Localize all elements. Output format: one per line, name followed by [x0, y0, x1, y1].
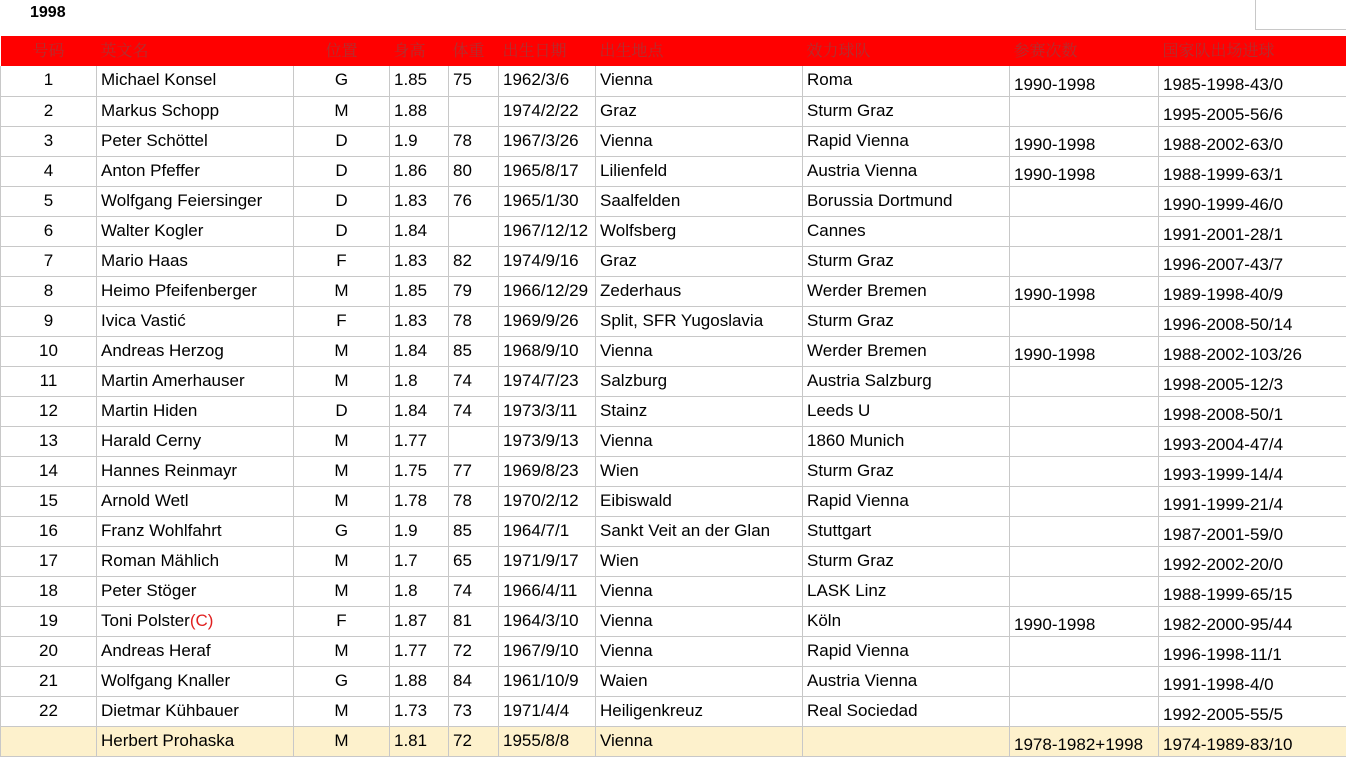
player-height[interactable]: 1.9 [390, 516, 449, 546]
player-weight[interactable]: 85 [449, 336, 499, 366]
player-name-text: Dietmar Kühbauer [101, 700, 239, 720]
table-row [1, 246, 1346, 276]
sheet-title: 1998 [30, 4, 66, 21]
player-birthplace[interactable]: Graz [596, 246, 803, 276]
player-dob[interactable]: 1974/2/22 [499, 96, 596, 126]
table-row [1, 426, 1346, 456]
player-dob[interactable]: 1967/3/26 [499, 126, 596, 156]
player-appearances[interactable] [1010, 576, 1159, 606]
player-club[interactable]: Werder Bremen [803, 336, 1010, 366]
player-intl-caps[interactable]: 1996-1998-11/1 [1159, 636, 1346, 666]
player-height[interactable]: 1.75 [390, 456, 449, 486]
player-appearances[interactable]: 1990-1998 [1010, 276, 1159, 306]
player-number[interactable]: 16 [1, 516, 97, 546]
player-birthplace[interactable]: Wolfsberg [596, 216, 803, 246]
player-birthplace[interactable]: Heiligenkreuz [596, 696, 803, 726]
header-position[interactable]: 位置 [294, 36, 390, 66]
player-intl-caps[interactable]: 1995-2005-56/6 [1159, 96, 1346, 126]
player-intl-caps[interactable]: 1988-2002-63/0 [1159, 126, 1346, 156]
player-intl-caps[interactable]: 1998-2005-12/3 [1159, 366, 1346, 396]
header-weight[interactable]: 体重 [449, 36, 499, 66]
player-appearances[interactable] [1010, 546, 1159, 576]
player-position[interactable]: M [294, 576, 390, 606]
player-number[interactable]: 11 [1, 366, 97, 396]
player-number[interactable]: 4 [1, 156, 97, 186]
player-club[interactable]: Stuttgart [803, 516, 1010, 546]
player-name-text: Peter Stöger [101, 580, 197, 600]
player-number[interactable]: 13 [1, 426, 97, 456]
player-club[interactable]: Austria Vienna [803, 156, 1010, 186]
player-name-text: Michael Konsel [101, 70, 217, 89]
player-dob[interactable]: 1967/12/12 [499, 216, 596, 246]
player-club[interactable]: 1860 Munich [803, 426, 1010, 456]
player-name[interactable] [97, 246, 294, 276]
player-intl-caps[interactable]: 1993-1999-14/4 [1159, 456, 1346, 486]
player-height[interactable]: 1.9 [390, 126, 449, 156]
player-appearances[interactable] [1010, 246, 1159, 276]
player-name[interactable] [97, 636, 294, 666]
table-row [1, 576, 1346, 606]
table-row [1, 96, 1346, 126]
player-weight[interactable]: 81 [449, 606, 499, 636]
player-height[interactable]: 1.88 [390, 96, 449, 126]
player-name[interactable] [97, 66, 294, 96]
player-club[interactable]: Rapid Vienna [803, 126, 1010, 156]
player-position[interactable]: D [294, 186, 390, 216]
player-position[interactable]: M [294, 726, 390, 756]
player-birthplace[interactable]: Graz [596, 96, 803, 126]
table-row [1, 696, 1346, 726]
player-weight[interactable]: 75 [449, 66, 499, 96]
player-intl-caps[interactable]: 1991-1999-21/4 [1159, 486, 1346, 516]
player-dob[interactable]: 1965/8/17 [499, 156, 596, 186]
player-name-text: Peter Schöttel [101, 130, 208, 150]
player-position[interactable]: G [294, 666, 390, 696]
player-dob[interactable]: 1969/8/23 [499, 456, 596, 486]
player-height[interactable]: 1.83 [390, 186, 449, 216]
player-dob[interactable]: 1966/12/29 [499, 276, 596, 306]
player-number[interactable]: 3 [1, 126, 97, 156]
player-weight[interactable]: 79 [449, 276, 499, 306]
player-intl-caps[interactable]: 1989-1998-40/9 [1159, 276, 1346, 306]
player-dob[interactable]: 1962/3/6 [499, 66, 596, 96]
player-intl-caps[interactable]: 1982-2000-95/44 [1159, 606, 1346, 636]
table-row [1, 486, 1346, 516]
player-number[interactable]: 20 [1, 636, 97, 666]
player-height[interactable]: 1.77 [390, 426, 449, 456]
player-name[interactable] [97, 666, 294, 696]
player-weight[interactable]: 76 [449, 186, 499, 216]
player-name[interactable] [97, 186, 294, 216]
header-intl-caps[interactable]: 国家队出场进球 [1159, 36, 1346, 66]
player-number[interactable]: 2 [1, 96, 97, 126]
player-club[interactable] [803, 726, 1010, 756]
player-name[interactable] [97, 276, 294, 306]
player-intl-caps[interactable]: 1974-1989-83/10 [1159, 726, 1346, 756]
player-height[interactable]: 1.78 [390, 486, 449, 516]
player-number[interactable]: 18 [1, 576, 97, 606]
player-birthplace[interactable]: Vienna [596, 426, 803, 456]
player-name-text: Andreas Herzog [101, 340, 224, 360]
player-position[interactable]: M [294, 546, 390, 576]
player-birthplace[interactable]: Vienna [596, 726, 803, 756]
header-row [1, 36, 1346, 66]
player-appearances[interactable] [1010, 366, 1159, 396]
player-appearances[interactable] [1010, 426, 1159, 456]
player-height[interactable]: 1.85 [390, 276, 449, 306]
player-birthplace[interactable]: Waien [596, 666, 803, 696]
table-row [1, 726, 1346, 756]
player-number[interactable]: 15 [1, 486, 97, 516]
player-position[interactable]: D [294, 126, 390, 156]
player-position[interactable]: M [294, 486, 390, 516]
player-name[interactable] [97, 366, 294, 396]
player-name-text: Heimo Pfeifenberger [101, 280, 257, 300]
player-appearances[interactable] [1010, 486, 1159, 516]
table-row [1, 66, 1346, 96]
player-intl-caps[interactable]: 1993-2004-47/4 [1159, 426, 1346, 456]
player-name-text: Markus Schopp [101, 100, 220, 120]
player-number[interactable]: 8 [1, 276, 97, 306]
player-number[interactable]: 9 [1, 306, 97, 336]
player-name[interactable] [97, 336, 294, 366]
player-weight[interactable]: 78 [449, 486, 499, 516]
player-appearances[interactable] [1010, 96, 1159, 126]
player-position[interactable]: M [294, 456, 390, 486]
player-weight[interactable]: 78 [449, 306, 499, 336]
player-name-text: Martin Amerhauser [101, 370, 245, 390]
player-dob[interactable]: 1974/7/23 [499, 366, 596, 396]
player-birthplace[interactable]: Salzburg [596, 366, 803, 396]
player-height[interactable]: 1.85 [390, 66, 449, 96]
header-appearances[interactable]: 参赛次数 [1010, 36, 1159, 66]
player-dob[interactable]: 1961/10/9 [499, 666, 596, 696]
player-club[interactable]: Real Sociedad [803, 696, 1010, 726]
player-birthplace[interactable]: Vienna [596, 336, 803, 366]
player-position[interactable]: D [294, 156, 390, 186]
player-appearances[interactable] [1010, 666, 1159, 696]
player-club[interactable]: Rapid Vienna [803, 486, 1010, 516]
player-name[interactable] [97, 396, 294, 426]
player-height[interactable]: 1.81 [390, 726, 449, 756]
player-intl-caps[interactable]: 1988-1999-63/1 [1159, 156, 1346, 186]
player-number[interactable]: 12 [1, 396, 97, 426]
player-appearances[interactable] [1010, 456, 1159, 486]
table-row [1, 336, 1346, 366]
player-club[interactable]: LASK Linz [803, 576, 1010, 606]
player-birthplace[interactable]: Vienna [596, 636, 803, 666]
player-intl-caps[interactable]: 1988-2002-103/26 [1159, 336, 1346, 366]
player-position[interactable]: M [294, 426, 390, 456]
player-number[interactable]: 21 [1, 666, 97, 696]
player-dob[interactable]: 1966/4/11 [499, 576, 596, 606]
table-row [1, 606, 1346, 636]
player-club[interactable]: Leeds U [803, 396, 1010, 426]
player-name-text: Harald Cerny [101, 430, 202, 450]
player-number[interactable] [1, 726, 97, 756]
player-position[interactable]: F [294, 306, 390, 336]
player-birthplace[interactable]: Vienna [596, 576, 803, 606]
player-club[interactable]: Sturm Graz [803, 546, 1010, 576]
player-club[interactable]: Rapid Vienna [803, 636, 1010, 666]
player-dob[interactable]: 1973/9/13 [499, 426, 596, 456]
player-height[interactable]: 1.7 [390, 546, 449, 576]
player-name[interactable] [97, 306, 294, 336]
player-name-text: Martin Hiden [101, 400, 198, 420]
table-row [1, 186, 1346, 216]
player-club[interactable]: Roma [803, 66, 1010, 96]
player-name[interactable] [97, 726, 294, 756]
table-row [1, 126, 1346, 156]
player-weight[interactable]: 72 [449, 636, 499, 666]
header-dob[interactable]: 出生日期 [499, 36, 596, 66]
player-name[interactable] [97, 576, 294, 606]
table-row [1, 216, 1346, 246]
player-number[interactable]: 14 [1, 456, 97, 486]
player-position[interactable]: D [294, 396, 390, 426]
player-height[interactable]: 1.77 [390, 636, 449, 666]
player-appearances[interactable]: 1990-1998 [1010, 336, 1159, 366]
player-height[interactable]: 1.83 [390, 306, 449, 336]
player-name[interactable] [97, 216, 294, 246]
player-position[interactable]: F [294, 246, 390, 276]
table-row [1, 276, 1346, 306]
player-club[interactable]: Borussia Dortmund [803, 186, 1010, 216]
empty-cell[interactable] [1255, 0, 1346, 30]
captain-badge: (C) [189, 610, 214, 630]
player-position[interactable]: G [294, 516, 390, 546]
player-position[interactable]: D [294, 216, 390, 246]
player-dob[interactable]: 1971/4/4 [499, 696, 596, 726]
player-number[interactable]: 19 [1, 606, 97, 636]
player-name-text: Hannes Reinmayr [101, 460, 238, 480]
player-number[interactable]: 5 [1, 186, 97, 216]
player-position[interactable]: M [294, 636, 390, 666]
player-dob[interactable]: 1965/1/30 [499, 186, 596, 216]
player-weight[interactable]: 72 [449, 726, 499, 756]
player-weight[interactable]: 74 [449, 396, 499, 426]
header-club[interactable]: 效力球队 [803, 36, 1010, 66]
player-name-text: Ivica Vastić [101, 310, 186, 330]
player-name[interactable] [97, 96, 294, 126]
player-number[interactable]: 10 [1, 336, 97, 366]
player-dob[interactable]: 1955/8/8 [499, 726, 596, 756]
header-name[interactable]: 英文名 [97, 36, 294, 66]
player-height[interactable]: 1.8 [390, 576, 449, 606]
header-number[interactable]: 号码 [1, 36, 97, 66]
player-position[interactable]: M [294, 336, 390, 366]
player-weight[interactable]: 80 [449, 156, 499, 186]
player-appearances[interactable] [1010, 306, 1159, 336]
player-intl-caps[interactable]: 1990-1999-46/0 [1159, 186, 1346, 216]
player-appearances[interactable]: 1978-1982+1998 [1010, 726, 1159, 756]
player-height[interactable]: 1.83 [390, 246, 449, 276]
player-name-text: Andreas Heraf [101, 640, 211, 660]
player-appearances[interactable] [1010, 216, 1159, 246]
player-height[interactable]: 1.84 [390, 336, 449, 366]
player-position[interactable]: M [294, 96, 390, 126]
player-position[interactable]: G [294, 66, 390, 96]
player-name[interactable] [97, 696, 294, 726]
player-birthplace[interactable]: Sankt Veit an der Glan [596, 516, 803, 546]
player-dob[interactable]: 1973/3/11 [499, 396, 596, 426]
player-height[interactable]: 1.88 [390, 666, 449, 696]
player-intl-caps[interactable]: 1992-2002-20/0 [1159, 546, 1346, 576]
player-intl-caps[interactable]: 1996-2007-43/7 [1159, 246, 1346, 276]
player-birthplace[interactable]: Lilienfeld [596, 156, 803, 186]
player-name[interactable] [97, 156, 294, 186]
player-name-text: Roman Mählich [101, 550, 220, 570]
player-weight[interactable] [449, 426, 499, 456]
player-weight[interactable]: 78 [449, 126, 499, 156]
player-name[interactable] [97, 126, 294, 156]
player-intl-caps[interactable]: 1985-1998-43/0 [1159, 66, 1346, 96]
player-dob[interactable]: 1968/9/10 [499, 336, 596, 366]
player-name-text: Herbert Prohaska [101, 730, 235, 750]
squad-table [0, 36, 1346, 757]
player-name-text: Wolfgang Knaller [101, 670, 231, 690]
player-club[interactable]: Cannes [803, 216, 1010, 246]
player-club[interactable]: Austria Salzburg [803, 366, 1010, 396]
table-row [1, 456, 1346, 486]
player-number[interactable]: 6 [1, 216, 97, 246]
player-appearances[interactable] [1010, 186, 1159, 216]
table-row [1, 516, 1346, 546]
player-weight[interactable]: 85 [449, 516, 499, 546]
player-name[interactable] [97, 546, 294, 576]
table-row [1, 306, 1346, 336]
player-name-text: Wolfgang Feiersinger [101, 190, 263, 210]
player-height[interactable]: 1.8 [390, 366, 449, 396]
table-row [1, 366, 1346, 396]
player-number[interactable]: 17 [1, 546, 97, 576]
player-birthplace[interactable]: Vienna [596, 606, 803, 636]
player-club[interactable]: Sturm Graz [803, 456, 1010, 486]
player-number[interactable]: 1 [1, 66, 97, 96]
player-appearances[interactable]: 1990-1998 [1010, 156, 1159, 186]
player-intl-caps[interactable]: 1996-2008-50/14 [1159, 306, 1346, 336]
header-birthplace[interactable]: 出生地点 [596, 36, 803, 66]
player-position[interactable]: M [294, 276, 390, 306]
player-intl-caps[interactable]: 1988-1999-65/15 [1159, 576, 1346, 606]
player-name-text: Anton Pfeffer [101, 160, 200, 180]
player-intl-caps[interactable]: 1991-2001-28/1 [1159, 216, 1346, 246]
player-birthplace[interactable]: Split, SFR Yugoslavia [596, 306, 803, 336]
player-birthplace[interactable]: Zederhaus [596, 276, 803, 306]
player-name[interactable] [97, 456, 294, 486]
table-row [1, 396, 1346, 426]
player-dob[interactable]: 1974/9/16 [499, 246, 596, 276]
table-row [1, 636, 1346, 666]
player-dob[interactable]: 1969/9/26 [499, 306, 596, 336]
player-height[interactable]: 1.73 [390, 696, 449, 726]
player-number[interactable]: 22 [1, 696, 97, 726]
table-row [1, 546, 1346, 576]
player-name[interactable] [97, 486, 294, 516]
player-height[interactable]: 1.84 [390, 216, 449, 246]
player-weight[interactable]: 73 [449, 696, 499, 726]
player-name[interactable] [97, 426, 294, 456]
player-club[interactable]: Werder Bremen [803, 276, 1010, 306]
player-name-text: Mario Haas [101, 250, 188, 270]
player-appearances[interactable] [1010, 696, 1159, 726]
player-name-text: Arnold Wetl [101, 490, 189, 510]
player-birthplace[interactable]: Saalfelden [596, 186, 803, 216]
player-intl-caps[interactable]: 1992-2005-55/5 [1159, 696, 1346, 726]
player-weight[interactable]: 65 [449, 546, 499, 576]
player-name[interactable] [97, 606, 294, 636]
player-intl-caps[interactable]: 1998-2008-50/1 [1159, 396, 1346, 426]
player-weight[interactable] [449, 216, 499, 246]
player-appearances[interactable] [1010, 636, 1159, 666]
player-dob[interactable]: 1964/7/1 [499, 516, 596, 546]
header-height[interactable]: 身高 [390, 36, 449, 66]
player-birthplace[interactable]: Eibiswald [596, 486, 803, 516]
player-height[interactable]: 1.86 [390, 156, 449, 186]
player-name-text: Walter Kogler [101, 220, 204, 240]
player-dob[interactable]: 1971/9/17 [499, 546, 596, 576]
player-appearances[interactable] [1010, 516, 1159, 546]
player-weight[interactable]: 82 [449, 246, 499, 276]
player-weight[interactable]: 74 [449, 576, 499, 606]
player-height[interactable]: 1.84 [390, 396, 449, 426]
player-dob[interactable]: 1970/2/12 [499, 486, 596, 516]
player-weight[interactable] [449, 96, 499, 126]
player-club[interactable]: Austria Vienna [803, 666, 1010, 696]
player-intl-caps[interactable]: 1987-2001-59/0 [1159, 516, 1346, 546]
player-birthplace[interactable]: Vienna [596, 126, 803, 156]
player-position[interactable]: F [294, 606, 390, 636]
table-row [1, 156, 1346, 186]
player-club[interactable]: Sturm Graz [803, 96, 1010, 126]
player-position[interactable]: M [294, 696, 390, 726]
player-birthplace[interactable]: Wien [596, 456, 803, 486]
player-height[interactable]: 1.87 [390, 606, 449, 636]
player-dob[interactable]: 1967/9/10 [499, 636, 596, 666]
player-appearances[interactable] [1010, 396, 1159, 426]
player-birthplace[interactable]: Stainz [596, 396, 803, 426]
player-weight[interactable]: 74 [449, 366, 499, 396]
player-weight[interactable]: 84 [449, 666, 499, 696]
player-name-text: Toni Polster [101, 610, 190, 630]
player-club[interactable]: Sturm Graz [803, 246, 1010, 276]
table-row [1, 666, 1346, 696]
player-club[interactable]: Sturm Graz [803, 306, 1010, 336]
player-appearances[interactable]: 1990-1998 [1010, 126, 1159, 156]
player-birthplace[interactable]: Vienna [596, 66, 803, 96]
player-birthplace[interactable]: Wien [596, 546, 803, 576]
player-appearances[interactable]: 1990-1998 [1010, 66, 1159, 96]
player-number[interactable]: 7 [1, 246, 97, 276]
player-name-text: Franz Wohlfahrt [101, 520, 222, 540]
player-club[interactable]: Köln [803, 606, 1010, 636]
player-intl-caps[interactable]: 1991-1998-4/0 [1159, 666, 1346, 696]
player-position[interactable]: M [294, 366, 390, 396]
player-appearances[interactable]: 1990-1998 [1010, 606, 1159, 636]
player-name[interactable] [97, 516, 294, 546]
player-dob[interactable]: 1964/3/10 [499, 606, 596, 636]
player-weight[interactable]: 77 [449, 456, 499, 486]
